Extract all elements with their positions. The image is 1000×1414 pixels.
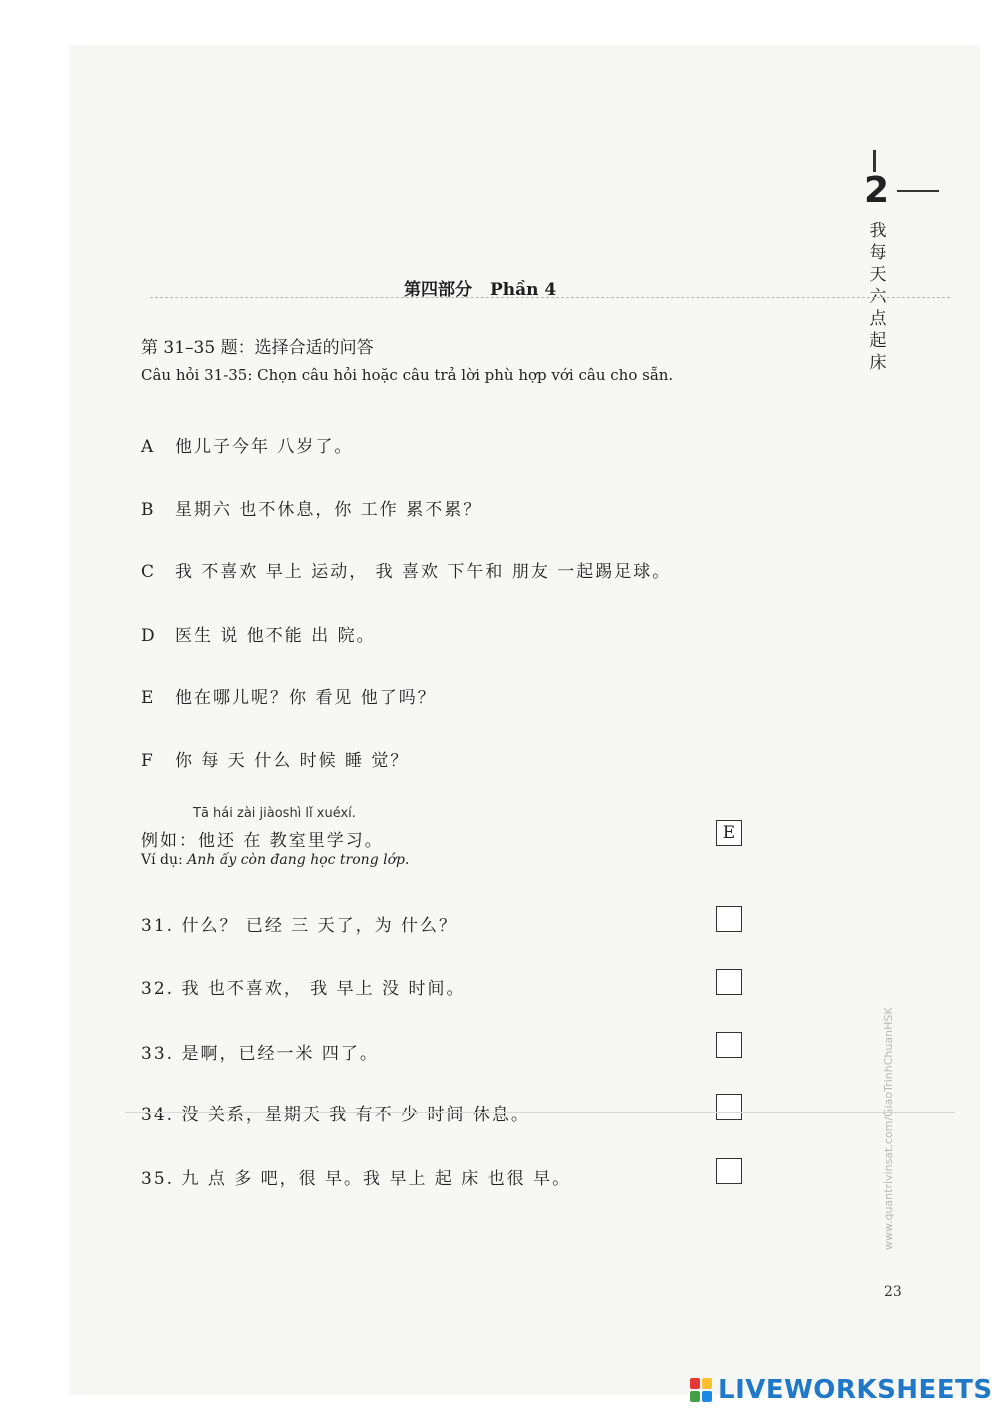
option-letter: C (141, 562, 155, 582)
logo-grid-icon (690, 1378, 712, 1402)
option-text: 他在哪儿呢？你 看见 他了吗？ (175, 688, 437, 708)
worksheet-page (70, 45, 980, 1395)
option-d (141, 621, 376, 646)
example-cn: 例如：他还 在 教室里学习。 (141, 831, 384, 851)
question-35: 35. 九 点 多 吧，很 早。我 早上 起 床 也很 早。 (141, 1169, 572, 1189)
liveworksheets-logo[interactable] (690, 1376, 993, 1404)
option-text: 医生 说 他不能 出 院。 (175, 626, 376, 646)
question-34: 34. 没 关系，星期天 我 有不 少 时间 休息。 (141, 1105, 530, 1125)
answer-box-33[interactable] (716, 1032, 742, 1058)
question-31: 31. 什么？ 已经 三 天了，为 什么？ (141, 916, 459, 936)
option-text: 我 不喜欢 早上 运动， 我 喜欢 下午和 朋友 一起踢足球。 (175, 562, 672, 582)
option-letter: A (141, 437, 154, 457)
page-number: 23 (884, 1284, 902, 1300)
logo-square (690, 1378, 700, 1389)
example-vn-label: Ví dụ: (141, 852, 188, 868)
answer-box-34[interactable] (716, 1094, 742, 1120)
option-letter: F (141, 751, 153, 771)
example-pinyin: Tā hái zài jiàoshì lǐ xuéxí. (193, 806, 356, 821)
option-letter: D (141, 626, 155, 646)
instructions-cn: 第 31–35 题：选择合适的问答 (141, 338, 374, 358)
chapter-title-char: 天 (869, 265, 887, 285)
option-text: 星期六 也不休息，你 工作 累不累？ (175, 500, 483, 520)
logo-text: LIVEWORKSHEETS (718, 1375, 993, 1405)
watermark-text: www.quantrivinsat.com/GiaoTrinhChuanHSK (882, 1007, 895, 1250)
chapter-number: 2 (864, 170, 890, 211)
chapter-line (897, 190, 939, 192)
chapter-title-char: 点 (869, 309, 887, 329)
option-letter: E (141, 688, 154, 708)
answer-box-31[interactable] (716, 906, 742, 932)
option-text: 他儿子今年 八岁了。 (175, 437, 354, 457)
option-e (141, 683, 437, 708)
question-32: 32. 我 也不喜欢， 我 早上 没 时间。 (141, 979, 466, 999)
chapter-title-char: 床 (869, 353, 887, 373)
option-f (141, 746, 409, 771)
chapter-title-char: 每 (869, 243, 887, 263)
answer-box-32[interactable] (716, 969, 742, 995)
option-text: 你 每 天 什么 时候 睡 觉？ (175, 751, 410, 771)
chapter-title-char: 起 (869, 331, 887, 351)
section-divider (150, 297, 950, 298)
example-answer-box: E (716, 820, 742, 846)
option-letter: B (141, 500, 154, 520)
chapter-bar (873, 150, 876, 172)
example-vn-text: Anh ấy còn đang học trong lớp. (187, 852, 410, 868)
option-c (141, 557, 671, 582)
logo-square (702, 1391, 712, 1402)
chapter-title-char: 我 (869, 221, 887, 241)
question-33: 33. 是啊，已经一米 四了。 (141, 1044, 379, 1064)
logo-square (702, 1378, 712, 1389)
answer-box-35[interactable] (716, 1158, 742, 1184)
chapter-title-char: 六 (869, 287, 887, 307)
section-title-cn: 第四部分 (404, 280, 472, 300)
logo-square (690, 1391, 700, 1402)
scan-line (125, 1112, 955, 1113)
vertical-watermark (882, 1007, 896, 1250)
example-vn (141, 852, 409, 868)
instructions-vn: Câu hỏi 31-35: Chọn câu hỏi hoặc câu trả lời phù hợp với câu cho sẵn. (141, 366, 674, 384)
option-b (141, 495, 482, 520)
section-title-vn: Phần 4 (490, 280, 557, 300)
option-a (141, 432, 353, 457)
